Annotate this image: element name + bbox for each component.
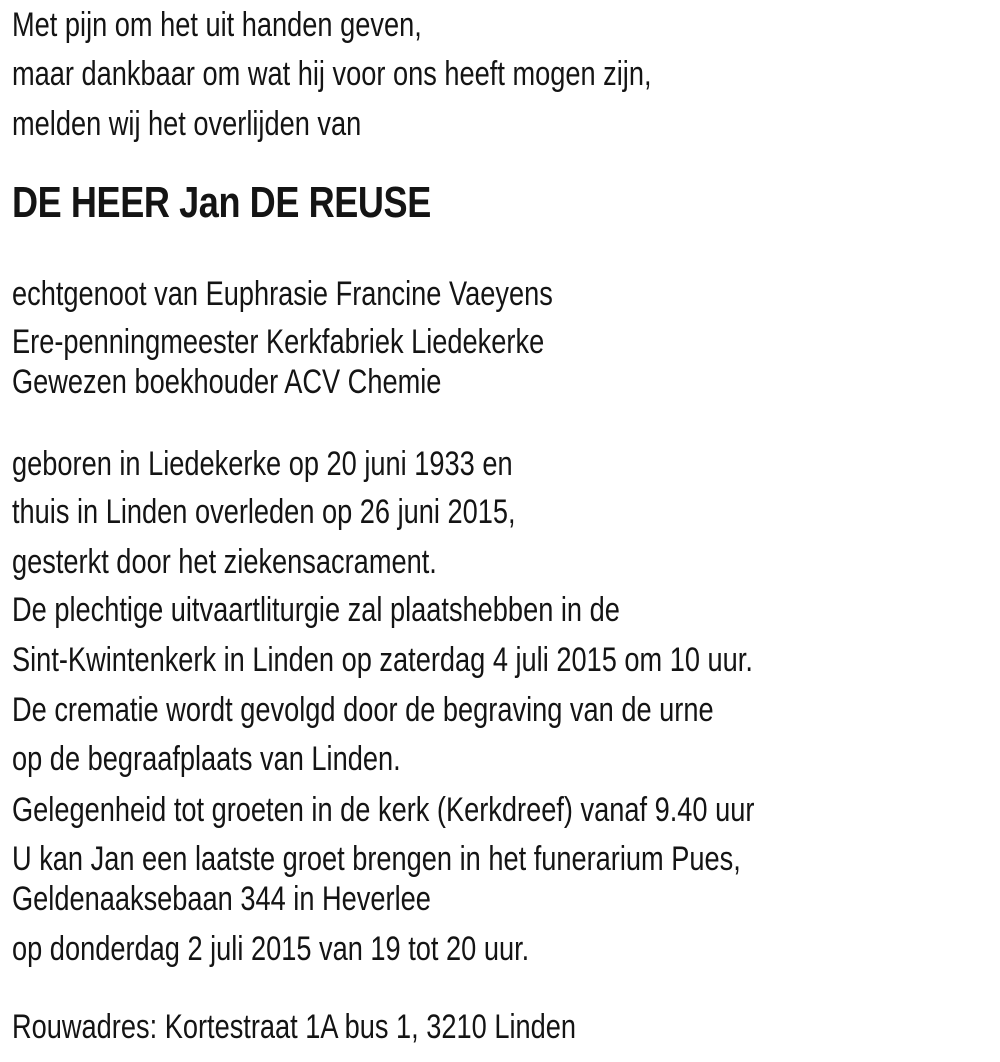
funerarium-line-2: Geldenaaksebaan 344 in Heverlee <box>12 880 431 918</box>
honorary-titles <box>12 322 802 402</box>
title-line-2: Gewezen boekhouder ACV Chemie <box>12 363 442 401</box>
death-line: thuis in Linden overleden op 26 juni 2015, <box>12 493 516 531</box>
title-line-1: Ere-penningmeester Kerkfabriek Liedekerke <box>12 323 545 361</box>
intro-line-1: Met pijn om het uit handen geven, <box>12 6 422 44</box>
cremation-line-2: op de begraafplaats van Linden. <box>12 740 401 778</box>
birth-line: geboren in Liedekerke op 20 juni 1933 en <box>12 445 513 483</box>
mourning-address-line: Rouwadres: Kortestraat 1A bus 1, 3210 Linden <box>12 1008 577 1046</box>
visiting-hours-line: op donderdag 2 juli 2015 van 19 tot 20 uur. <box>12 930 530 968</box>
intro-line-2: maar dankbaar om wat hij voor ons heeft mogen zijn, <box>12 55 652 93</box>
deceased-name-heading: DE HEER Jan DE REUSE <box>12 178 431 227</box>
spouse-line: echtgenoot van Euphrasie Francine Vaeyens <box>12 275 553 313</box>
sacrament-line: gesterkt door het ziekensacrament. <box>12 543 437 581</box>
funerarium-lines <box>12 839 802 919</box>
intro-line-3: melden wij het overlijden van <box>12 105 362 143</box>
liturgy-line-1: De plechtige uitvaartliturgie zal plaatshebben in de <box>12 591 620 629</box>
cremation-line-1: De crematie wordt gevolgd door de begraving van de urne <box>12 691 714 729</box>
funerarium-line-1: U kan Jan een laatste groet brengen in het funerarium Pues, <box>12 840 741 878</box>
liturgy-line-2: Sint-Kwintenkerk in Linden op zaterdag 4 juli 2015 om 10 uur. <box>12 641 753 679</box>
greeting-line: Gelegenheid tot groeten in de kerk (Kerkdreef) vanaf 9.40 uur <box>12 791 755 829</box>
